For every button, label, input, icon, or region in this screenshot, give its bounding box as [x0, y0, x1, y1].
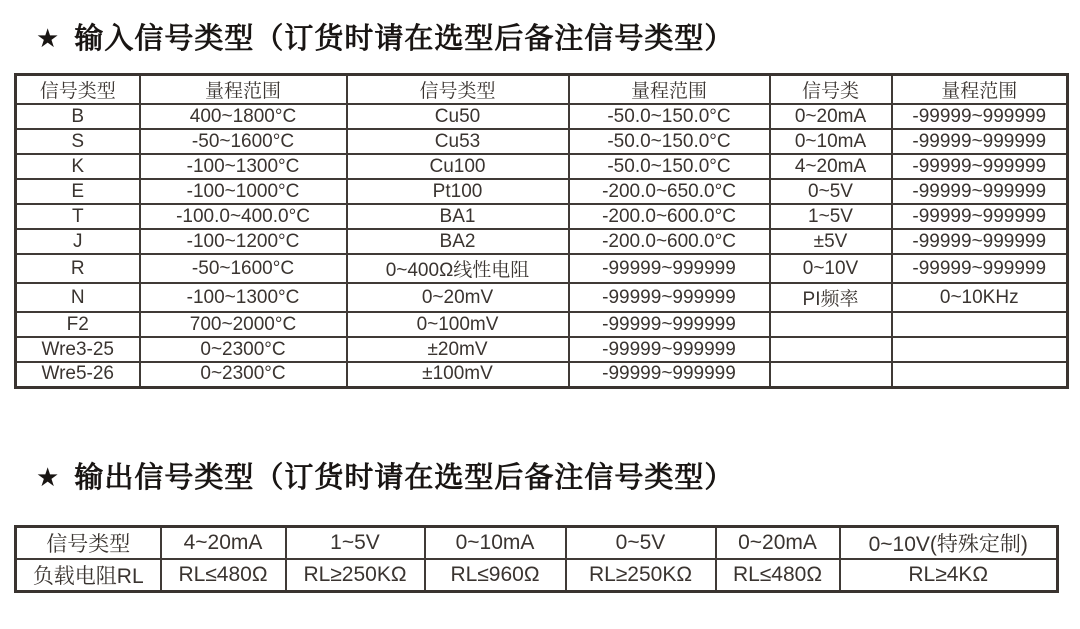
table-cell: 400~1800°C	[140, 104, 347, 129]
output-load-resistance-row	[16, 559, 1058, 592]
input-signal-section-title	[36, 16, 734, 57]
table-row	[16, 104, 1068, 129]
table-cell: -99999~999999	[569, 337, 770, 362]
table-row	[16, 362, 1068, 387]
table-row	[16, 129, 1068, 154]
table-cell: 0~10KHz	[892, 283, 1068, 312]
output-signal-table	[14, 525, 1059, 593]
table-cell: -99999~999999	[892, 154, 1068, 179]
table-cell: 4~20mA	[161, 527, 286, 560]
table-cell: -99999~999999	[569, 254, 770, 283]
table-cell: -200.0~600.0°C	[569, 204, 770, 229]
table-cell: -99999~999999	[892, 179, 1068, 204]
table-cell: 1~5V	[770, 204, 892, 229]
table-row	[16, 254, 1068, 283]
column-header-signal-type-3: 信号类	[770, 75, 892, 105]
table-cell: 0~5V	[770, 179, 892, 204]
input-signal-title-text: 输入信号类型（订货时请在选型后备注信号类型）	[74, 23, 735, 55]
table-row	[16, 204, 1068, 229]
table-cell: -99999~999999	[892, 204, 1068, 229]
table-cell	[892, 362, 1068, 387]
table-cell: RL≤480Ω	[716, 559, 840, 592]
input-table-header-row	[16, 75, 1068, 105]
table-cell: Cu100	[347, 154, 569, 179]
table-cell: -200.0~600.0°C	[569, 229, 770, 254]
table-cell: S	[16, 129, 140, 154]
table-cell: 0~20mA	[716, 527, 840, 560]
table-cell	[892, 337, 1068, 362]
table-cell: K	[16, 154, 140, 179]
table-cell: -50~1600°C	[140, 254, 347, 283]
table-cell: -200.0~650.0°C	[569, 179, 770, 204]
table-cell: N	[16, 283, 140, 312]
table-cell: -99999~999999	[569, 312, 770, 337]
table-cell: B	[16, 104, 140, 129]
table-cell: J	[16, 229, 140, 254]
table-cell: Cu50	[347, 104, 569, 129]
table-cell: PI频率	[770, 283, 892, 312]
table-cell: -50.0~150.0°C	[569, 154, 770, 179]
output-signal-type-row	[16, 527, 1058, 560]
table-row	[16, 229, 1068, 254]
table-cell: 0~10V(特殊定制)	[840, 527, 1058, 560]
table-cell: 700~2000°C	[140, 312, 347, 337]
table-row	[16, 154, 1068, 179]
table-cell: -100~1200°C	[140, 229, 347, 254]
table-cell: 0~10V	[770, 254, 892, 283]
column-header-range-3: 量程范围	[892, 75, 1068, 105]
table-cell: RL≥250KΩ	[286, 559, 425, 592]
table-cell: -100~1300°C	[140, 154, 347, 179]
table-cell: -99999~999999	[892, 104, 1068, 129]
table-cell: -99999~999999	[892, 229, 1068, 254]
table-cell: 0~10mA	[770, 129, 892, 154]
table-cell: 0~2300°C	[140, 337, 347, 362]
row-header-signal-type: 信号类型	[16, 527, 161, 560]
table-cell: 0~400Ω线性电阻	[347, 254, 569, 283]
table-cell: Pt100	[347, 179, 569, 204]
column-header-signal-type-1: 信号类型	[16, 75, 140, 105]
table-cell: -100~1000°C	[140, 179, 347, 204]
table-cell	[770, 337, 892, 362]
table-row	[16, 312, 1068, 337]
table-cell: E	[16, 179, 140, 204]
table-cell: RL≤480Ω	[161, 559, 286, 592]
table-cell: -100~1300°C	[140, 283, 347, 312]
table-cell: 0~10mA	[425, 527, 566, 560]
table-cell: F2	[16, 312, 140, 337]
table-cell: T	[16, 204, 140, 229]
table-row	[16, 283, 1068, 312]
table-cell: RL≤960Ω	[425, 559, 566, 592]
table-cell: 0~100mV	[347, 312, 569, 337]
table-cell: 0~20mV	[347, 283, 569, 312]
table-cell: ±20mV	[347, 337, 569, 362]
table-cell: R	[16, 254, 140, 283]
table-cell: ±5V	[770, 229, 892, 254]
table-cell: 4~20mA	[770, 154, 892, 179]
table-cell	[770, 362, 892, 387]
column-header-range-1: 量程范围	[140, 75, 347, 105]
table-cell: ±100mV	[347, 362, 569, 387]
table-cell: Wre3-25	[16, 337, 140, 362]
table-cell: Cu53	[347, 129, 569, 154]
table-row	[16, 179, 1068, 204]
table-cell: -99999~999999	[569, 283, 770, 312]
output-signal-section-title	[36, 455, 734, 496]
star-icon: ★	[36, 23, 61, 53]
table-cell: Wre5-26	[16, 362, 140, 387]
table-cell: 1~5V	[286, 527, 425, 560]
table-cell: -100.0~400.0°C	[140, 204, 347, 229]
table-cell	[770, 312, 892, 337]
output-signal-title-text: 输出信号类型（订货时请在选型后备注信号类型）	[74, 462, 735, 494]
table-cell: -50~1600°C	[140, 129, 347, 154]
table-cell: RL≥4KΩ	[840, 559, 1058, 592]
table-cell: BA2	[347, 229, 569, 254]
table-cell: RL≥250KΩ	[566, 559, 716, 592]
table-cell: -50.0~150.0°C	[569, 129, 770, 154]
table-cell: 0~2300°C	[140, 362, 347, 387]
input-signal-table	[14, 73, 1069, 389]
column-header-range-2: 量程范围	[569, 75, 770, 105]
table-cell: -50.0~150.0°C	[569, 104, 770, 129]
star-icon: ★	[36, 462, 61, 492]
table-cell: 0~5V	[566, 527, 716, 560]
table-cell: BA1	[347, 204, 569, 229]
table-cell: -99999~999999	[892, 129, 1068, 154]
table-cell: -99999~999999	[569, 362, 770, 387]
row-header-load-resistance: 负载电阻RL	[16, 559, 161, 592]
table-cell: 0~20mA	[770, 104, 892, 129]
column-header-signal-type-2: 信号类型	[347, 75, 569, 105]
table-cell	[892, 312, 1068, 337]
table-row	[16, 337, 1068, 362]
table-cell: -99999~999999	[892, 254, 1068, 283]
